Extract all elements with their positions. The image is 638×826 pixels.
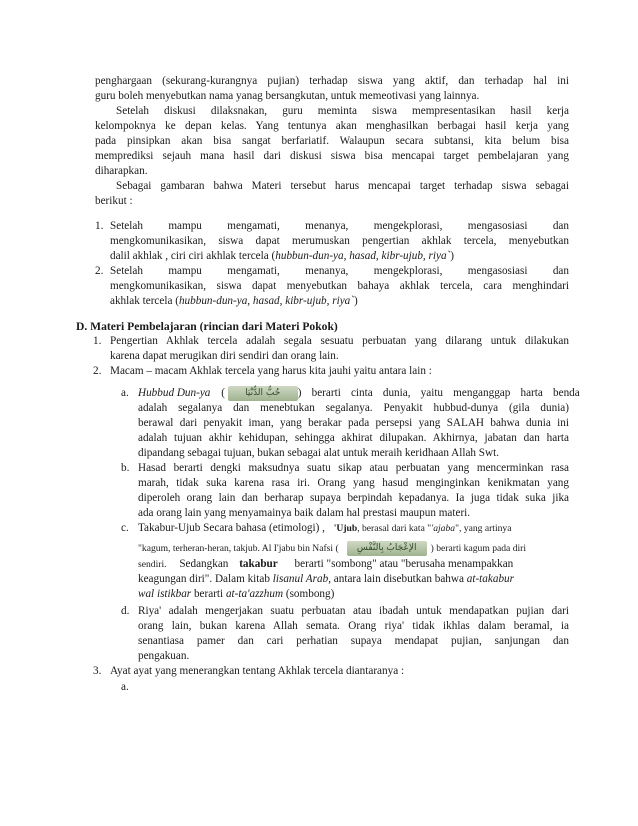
list-number: 1. <box>93 335 102 347</box>
list-number: 3. <box>93 665 102 677</box>
paragraph-line: diharapkan. <box>95 165 148 177</box>
list-item-line: karena dapat merugikan diri sendiri dan orang lain. <box>110 350 339 362</box>
sublist-line: wal istikbar berarti at-ta'azzhum (sombong) <box>138 588 335 600</box>
paragraph-line: Setelah diskusi dilaksnakan, guru meminta siswa mempresentasikan hasil kerja <box>116 105 569 117</box>
sublist-line: Riya' adalah mengerjakan suatu perbuatan atau ibadah untuk mendapatkan pujian dari <box>138 605 569 617</box>
sublist-line: keagungan diri". Dalam kitab lisanul Arab, antara lain disebutkan bahwa at-takabur <box>138 573 514 585</box>
sublist-label: b. <box>121 462 130 474</box>
sublist-label: a. <box>121 387 129 399</box>
sublist-line: Hubbud Dun-ya ( حُبُّ الدُّنْيَا ) berarti cinta dunia, yaitu menganggap harta benda <box>138 387 580 400</box>
paragraph-line: berikut : <box>95 195 133 207</box>
sublist-line: "kagum, terheran-heran, takjub. Al I'jabu bin Nafsi ( الإعْجَابُ بِالنَّفْسِ ) berarti kagum pada diri <box>138 541 569 556</box>
sublist-line: dipandang sebagai tujuan, bukan sebagai alat untuk meraih keridhaan Allah Swt. <box>138 447 500 459</box>
sublist-line: sendiri. Sedangkan takabur berarti "sombong" atau "berusaha menampakkan <box>138 558 514 570</box>
sublist-line: adalah segalanya dan menebtukan segalanya. Penyakit hubbud-dunya (gila dunia) <box>138 402 569 414</box>
sublist-line: Takabur-Ujub Secara bahasa (etimologi) , 'Ujub, berasal dari kata "'ajaba", yang artinya <box>138 522 512 534</box>
arabic-calligraphy-image: الإعْجَابُ بِالنَّفْسِ <box>347 541 427 556</box>
sublist-line: orang lain, bukan karena Allah semata. Orang riya' tidak ikhlas dalam beramal, ia <box>138 620 569 632</box>
list-item-line: Pengertian Akhlak tercela adalah segala sesuatu perbuatan yang dilarang untuk dilakukan <box>110 335 569 347</box>
sublist-line: ada orang lain yang menyamainya baik dalam hal prestasi maupun materi. <box>138 507 471 519</box>
sublist-label: a. <box>121 681 129 693</box>
paragraph-line: memprediksi sejauh mana hasil dari diskusi siswa bisa mencapai target pembelajaran yang <box>95 150 569 162</box>
list-item-line: mengkomunikasikan, siswa dapat menyebutkan bahaya akhlak tercela, cara menghindari <box>110 280 569 292</box>
paragraph-line: guru boleh menyebutkan nama yanag bersangkutan, untuk memeotivasi yang lainnya. <box>95 90 480 102</box>
list-item-line: Setelah mampu mengamati, menanya, mengekplorasi, mengasosiasi dan <box>110 220 569 232</box>
list-number: 1. <box>95 220 104 232</box>
list-item-line: mengkomunikasikan, siswa dapat merumuskan pengertian akhlak tercela, menyebutkan <box>110 235 569 247</box>
section-heading: D. Materi Pembelajaran (rincian dari Materi Pokok) <box>76 320 338 333</box>
sublist-line: marah, tidak suka karena rasa iri. Orang yang hasud menginginkan kenikmatan yang <box>138 477 569 489</box>
paragraph-line: kelompoknya ke depan kelas. Yang tentunya akan menghasilkan berbagai hasil kerja yang <box>95 120 569 132</box>
sublist-line: pengakuan. <box>138 650 190 662</box>
list-item-line: Macam – macam Akhlak tercela yang harus kita jauhi yaitu antara lain : <box>110 365 432 377</box>
list-item-line: Setelah mampu mengamati, menanya, mengekplorasi, mengasosiasi dan <box>110 265 569 277</box>
sublist-line: senantiasa pamer dan cari perhatian supaya mendapat pujian, sanjungan dan <box>138 635 569 647</box>
sublist-label: c. <box>121 522 129 534</box>
sublist-line: Hasad berarti dengki maksudnya suatu sikap atau perbuatan yang mencerminkan rasa <box>138 462 569 474</box>
sublist-line: berawal dari penyakit iman, yang berakar pada persepsi yang SALAH bahwa dunia ini <box>138 417 569 429</box>
list-item-line: dalil akhlak , ciri ciri akhlak tercela (hubbun-dun-ya, hasad, kibr-ujub, riya`) <box>110 250 455 262</box>
sublist-line: adalah tujuan akhir kehidupan, sehingga akhirat dilupakan. Akhirnya, jabatan dan harta <box>138 432 569 444</box>
sublist-line: diperoleh orang lain dan berharap supaya berpindah kepadanya. Ia juga tidak suka jika <box>138 492 569 504</box>
paragraph-line: penghargaan (sekurang-kurangnya pujian) terhadap siswa yang aktif, dan terhadap hal ini <box>95 75 569 87</box>
list-number: 2. <box>93 365 102 377</box>
list-item-line: Ayat ayat yang menerangkan tentang Akhlak tercela diantaranya : <box>110 665 405 677</box>
sublist-label: d. <box>121 605 130 617</box>
paragraph-line: Sebagai gambaran bahwa Materi tersebut harus mencapai target terhadap siswa sebagai <box>116 180 569 192</box>
paragraph-line: pada pinsipkan akan bisa sangat berfariatif. Walaupun secara subtansi, kita belum bisa <box>95 135 569 147</box>
arabic-calligraphy-image: حُبُّ الدُّنْيَا <box>228 386 298 401</box>
list-item-line: akhlak tercela (hubbun-dun-ya, hasad, kibr-ujub, riya`) <box>110 295 358 307</box>
list-number: 2. <box>95 265 104 277</box>
